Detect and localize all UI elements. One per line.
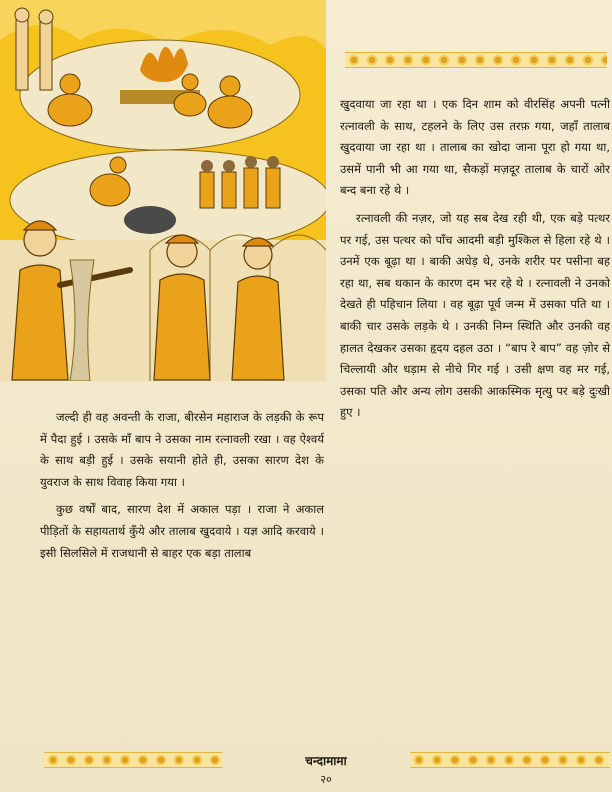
page-number: २० <box>320 773 332 786</box>
decorative-border-bottom-left <box>44 752 222 768</box>
story-illustration <box>0 0 326 381</box>
decorative-border-top <box>345 52 607 68</box>
magazine-name: चन्दामामा <box>305 754 347 768</box>
decorative-border-bottom-right <box>410 752 610 768</box>
right-text-column <box>340 94 610 430</box>
yagna-court-scene <box>0 0 326 381</box>
paragraph: रत्नावली की नज़र, जो यह सब देख रही थी, एक बड़े पत्थर पर गई, उस पत्थर को पाँच आदमी बड़ी मुश्किल से हिला रहे थे । उनमें एक बूढ़ा था । बाकी अधेड़ थे, उनके शरीर पर पसीना बह रहा था, सब थकान के कारण दम भर रहे थे । रत्नावली ने उनको देखते ही पहिचान लिया । वह बूढ़ा पूर्व जन्म में उसका पति था । बाकी चार उसके लड़के थे । उनकी निम्न स्थिति और उनकी वह हालत देखकर उसका हृदय दहल उठा । “बाप रे बाप” वह ज़ोर से चिल्लायी और धड़ाम से नीचे गिर गई । उसी क्षण वह मर गई, उसका पति और अन्य लोग उसकी आकस्मिक मृत्यु पर बड़े दुःखी हुए । <box>340 210 610 420</box>
paragraph: कुछ वर्षों बाद, सारण देश में अकाल पड़ा । राजा ने अकाल पीड़ितों के सहायतार्थ कुँये और तालाब खुदवाये । यज्ञ आदि करवाये । इसी सिलसिले में राजधानी से बाहर एक बड़ा तालाब <box>40 502 324 560</box>
left-text-column <box>40 407 324 570</box>
paragraph: खुदवाया जा रहा था । एक दिन शाम को वीरसिंह अपनी पत्नी रत्नावली के साथ, टहलने के लिए उस तरफ़ गया, जहाँ तालाब खुदवाया जा रहा था । तालाब का खोदा जाना पूरा हो गया था, उसमें पानी भी आ गया था, सैकड़ों मज़दूर तालाब के चारों ओर बन्द बना रहे थे । <box>340 97 610 198</box>
paragraph: जल्दी ही वह अवन्ती के राजा, बीरसेन महाराज के लड़की के रूप में पैदा हुई । उसके माँ बाप ने उसका नाम रत्नावली रखा । वह ऐश्वर्य के साथ बड़ी हुई । उसके सयानी होते ही, उसका सारण देश के युवराज के साथ विवाह किया गया । <box>40 410 324 489</box>
